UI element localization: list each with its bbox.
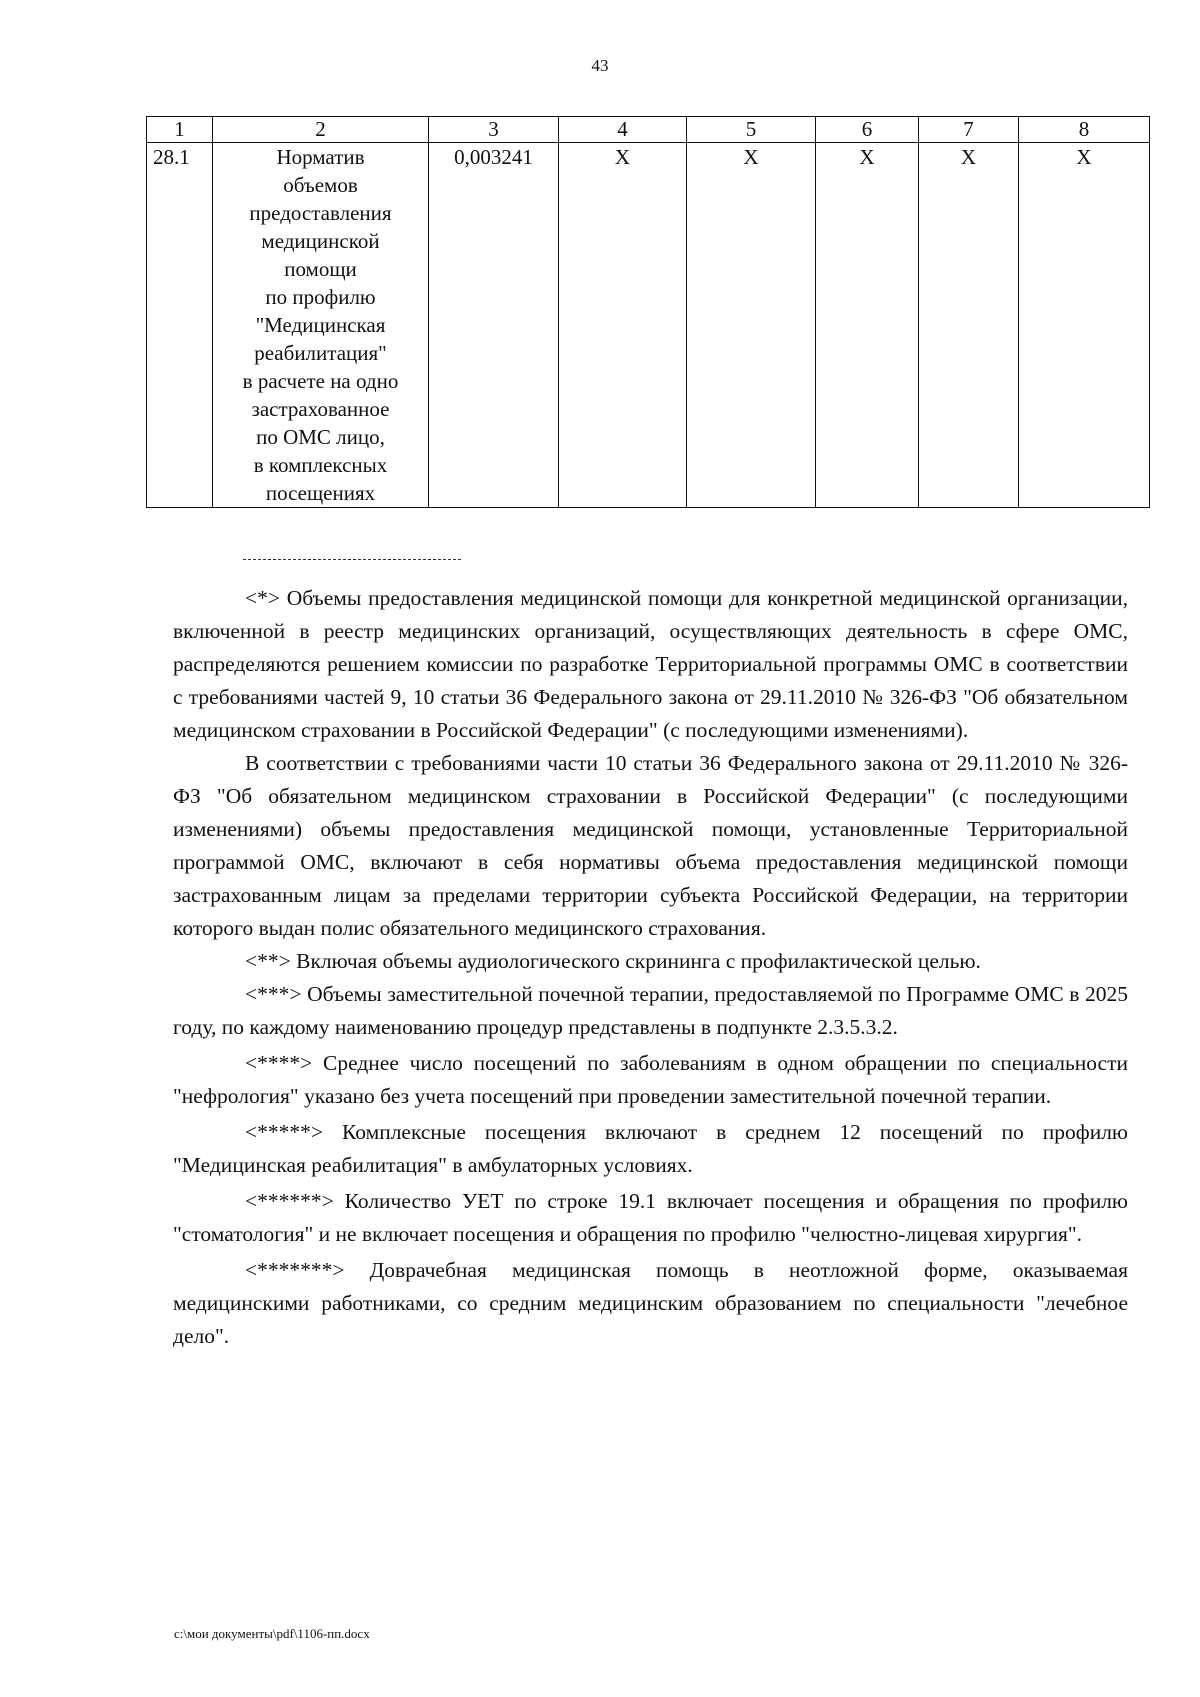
description-line: застрахованное <box>251 397 390 421</box>
description-line: "Медицинская <box>255 313 386 337</box>
row-cell-5: X <box>687 143 816 508</box>
row-value-cell: 0,003241 <box>429 143 559 508</box>
description-line: объемов <box>283 173 358 197</box>
description-line: по ОМС лицо, <box>256 425 385 449</box>
footnote-paragraph: <*******> Доврачебная медицинская помощь в неотложной форме, оказываемая медицинскими работниками, со средним медицинским образованием по специальности "лечебное дело". <box>173 1258 1128 1348</box>
description-line: в расчете на одно <box>242 369 399 393</box>
description-line: медицинской <box>261 229 380 253</box>
description-line: Норматив <box>276 145 365 169</box>
description-line: по профилю <box>265 285 376 309</box>
header-cell-3: 3 <box>429 117 559 143</box>
table-row <box>147 143 1150 508</box>
footnote-paragraph: <**> Включая объемы аудиологического скрининга с профилактической целью. <box>245 949 981 973</box>
page-number: 43 <box>591 56 609 75</box>
footnote-paragraph: <*> Объемы предоставления медицинской помощи для конкретной медицинской организации, включенной в реестр медицинских организаций, осуществляющих деятельность в сфере ОМС, распределяются решением комиссии по разработке Территориальной программы ОМС в соответствии с требованиями частей 9, 10 статьи 36 Федерального закона от 29.11.2010 № 326-ФЗ "Об обязательном медицинском страховании в Российской Федерации" (с последующими изменениями). <box>173 586 1128 742</box>
description-line: предоставления <box>249 201 392 225</box>
footnote-paragraph: <*****> Комплексные посещения включают в среднем 12 посещений по профилю "Медицинская реабилитация" в амбулаторных условиях. <box>173 1120 1128 1177</box>
footnote-paragraph: <****> Среднее число посещений по заболеваниям в одном обращении по специальности "нефрология" указано без учета посещений при проведении заместительной почечной терапии. <box>173 1051 1128 1108</box>
header-cell-8: 8 <box>1019 117 1150 143</box>
file-path-footer: c:\мои документы\pdf\1106-пп.docx <box>174 1626 370 1641</box>
footnote-paragraph: <******> Количество УЕТ по строке 19.1 включает посещения и обращения по профилю "стоматология" и не включает посещения и обращения по профилю "челюстно-лицевая хирургия". <box>173 1189 1128 1246</box>
header-cell-4: 4 <box>559 117 687 143</box>
table-header-row <box>147 117 1150 143</box>
header-cell-6: 6 <box>816 117 919 143</box>
footnote-paragraph: <***> Объемы заместительной почечной терапии, предоставляемой по Программе ОМС в 2025 году, по каждому наименованию процедур представлены в подпункте 2.3.5.3.2. <box>173 982 1128 1039</box>
description-line: посещениях <box>265 481 376 505</box>
row-cell-8: X <box>1019 143 1150 508</box>
description-line: реабилитация" <box>254 341 387 365</box>
header-cell-7: 7 <box>919 117 1019 143</box>
row-cell-6: X <box>816 143 919 508</box>
header-cell-5: 5 <box>687 117 816 143</box>
row-number-cell: 28.1 <box>147 143 213 508</box>
footnote-paragraph: В соответствии с требованиями части 10 статьи 36 Федерального закона от 29.11.2010 № 326-ФЗ "Об обязательном медицинском страховании в Российской Федерации" (с последующими изменениями) объемы предоставления медицинской помощи, установленные Территориальной программой ОМС, включают в себя нормативы объема предоставления медицинской помощи застрахованным лицам за пределами территории субъекта Российской Федерации, на территории которого выдан полис обязательного медицинского страхования. <box>173 751 1128 940</box>
footnote-separator <box>243 559 461 560</box>
description-line: помощи <box>284 257 357 281</box>
row-cell-4: X <box>559 143 687 508</box>
row-description-cell <box>213 143 429 508</box>
footnotes <box>173 582 1128 1353</box>
description-line: в комплексных <box>253 453 388 477</box>
header-cell-2: 2 <box>213 117 429 143</box>
row-cell-7: X <box>919 143 1019 508</box>
header-cell-1: 1 <box>147 117 213 143</box>
volume-table <box>146 116 1150 508</box>
